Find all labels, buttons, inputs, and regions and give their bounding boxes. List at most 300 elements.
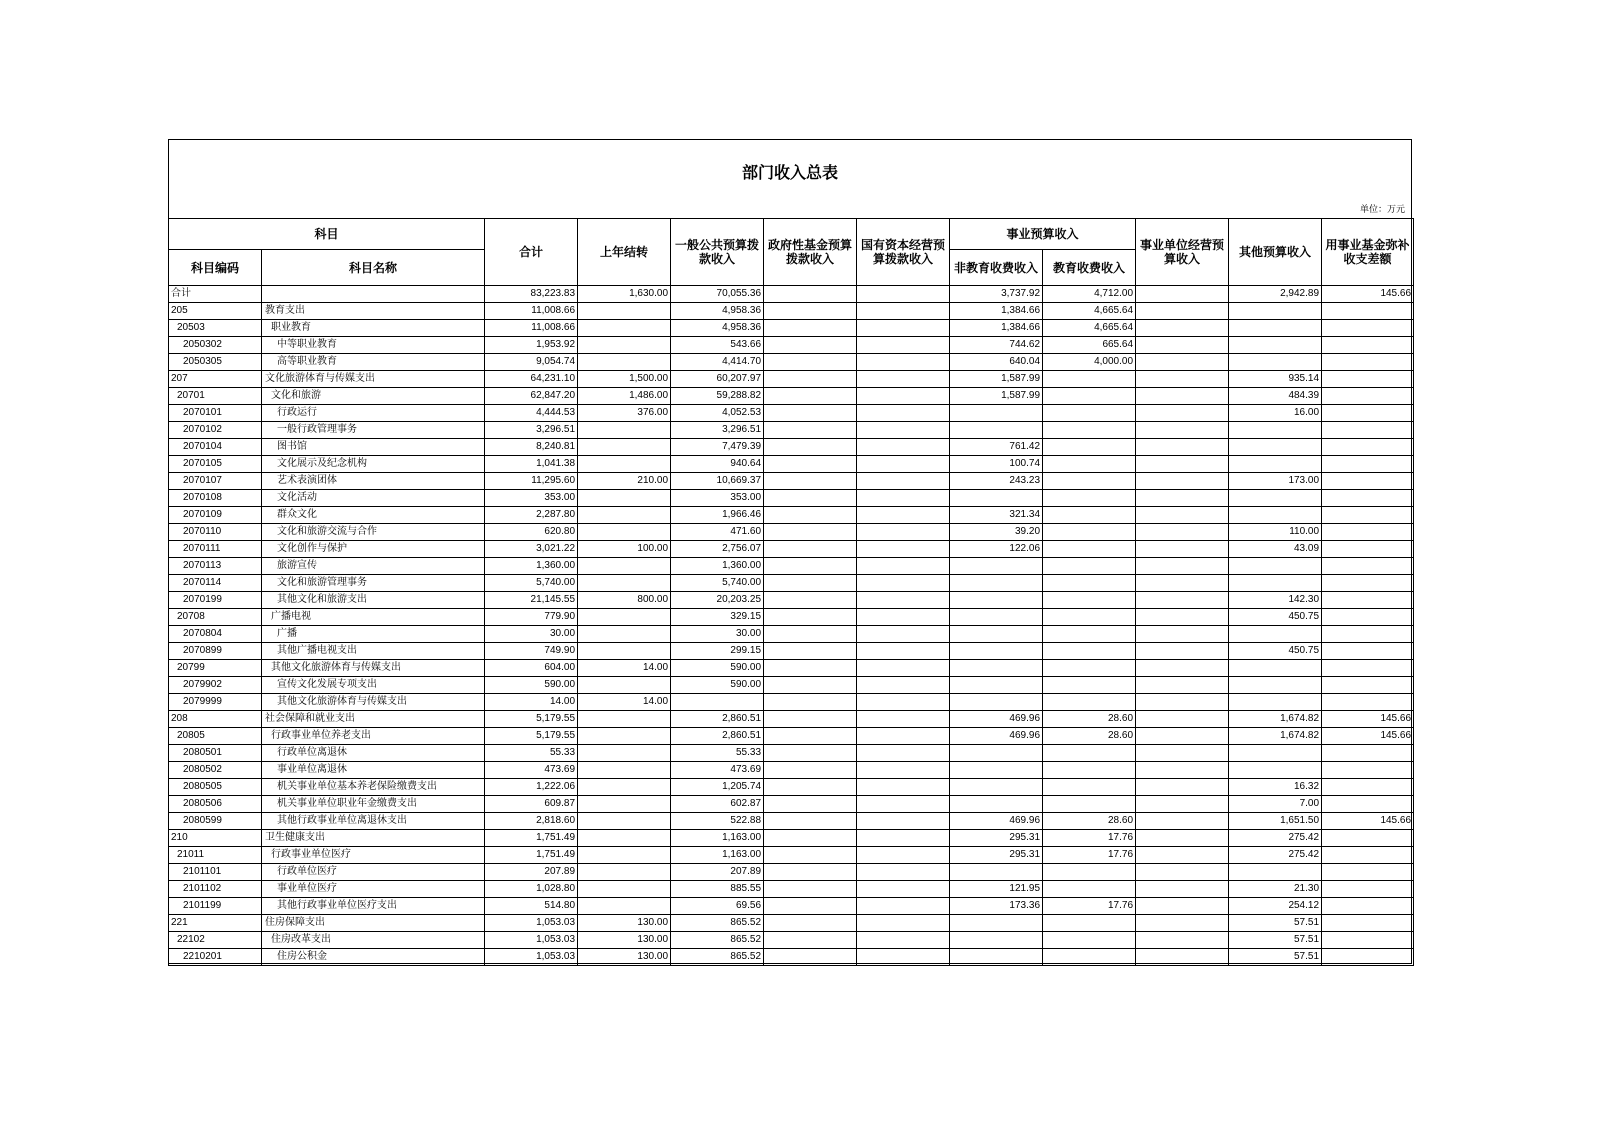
cell-value [1322,779,1414,796]
cell-value: 28.60 [1043,728,1136,745]
cell-value [1322,745,1414,762]
cell-name: 文化和旅游管理事务 [262,575,485,592]
cell-name: 住房公积金 [262,949,485,966]
cell-value: 275.42 [1229,830,1322,847]
cell-value [578,745,671,762]
cell-code: 2050305 [169,354,262,371]
cell-code: 2080502 [169,762,262,779]
cell-value [1229,762,1322,779]
cell-name: 卫生健康支出 [262,830,485,847]
cell-value [764,881,857,898]
cell-code: 2070104 [169,439,262,456]
cell-value [1043,490,1136,507]
cell-value [1322,932,1414,949]
cell-value: 1,222.06 [485,779,578,796]
cell-value: 1,966.46 [671,507,764,524]
cell-value [1043,558,1136,575]
cell-value [1136,694,1229,711]
cell-value [1136,830,1229,847]
cell-value: 110.00 [1229,524,1322,541]
cell-code: 2079999 [169,694,262,711]
cell-value [764,660,857,677]
cell-value: 5,740.00 [671,575,764,592]
cell-code: 207 [169,371,262,388]
cell-value: 173.00 [1229,473,1322,490]
cell-value: 17.76 [1043,847,1136,864]
cell-value [1136,626,1229,643]
table-row [169,303,1414,320]
cell-value: 20,203.25 [671,592,764,609]
cell-value: 543.66 [671,337,764,354]
cell-code: 20799 [169,660,262,677]
cell-value [1043,592,1136,609]
cell-code: 2070101 [169,405,262,422]
cell-value: 2,860.51 [671,728,764,745]
cell-value [1136,762,1229,779]
unit-label: 单位：万元 [1359,205,1405,215]
cell-value [764,813,857,830]
cell-value [1322,337,1414,354]
cell-name: 事业单位离退休 [262,762,485,779]
cell-value [764,745,857,762]
header-gov-fund: 政府性基金预算拨款收入 [764,219,857,286]
cell-value [857,439,950,456]
cell-value [1322,762,1414,779]
cell-value [1322,830,1414,847]
cell-value [857,864,950,881]
cell-value [764,286,857,303]
cell-value [857,422,950,439]
cell-value [857,881,950,898]
cell-value [578,558,671,575]
cell-value [1043,762,1136,779]
cell-value [1043,439,1136,456]
cell-value: 1,674.82 [1229,728,1322,745]
cell-value: 173.36 [950,898,1043,915]
cell-value: 2,818.60 [485,813,578,830]
cell-value: 620.80 [485,524,578,541]
cell-value [1322,541,1414,558]
cell-value [1136,847,1229,864]
cell-value [578,609,671,626]
cell-value [1322,388,1414,405]
cell-value [1229,745,1322,762]
cell-value [1043,915,1136,932]
cell-value: 935.14 [1229,371,1322,388]
cell-value [950,660,1043,677]
cell-value: 55.33 [485,745,578,762]
cell-value [578,881,671,898]
cell-value [1229,864,1322,881]
cell-value [857,847,950,864]
cell-value: 885.55 [671,881,764,898]
cell-value [1136,558,1229,575]
cell-value [1136,643,1229,660]
cell-value [1322,881,1414,898]
cell-value: 4,444.53 [485,405,578,422]
cell-value [1043,864,1136,881]
cell-value [764,677,857,694]
cell-value [764,422,857,439]
cell-value [1136,813,1229,830]
header-general-budget: 一般公共预算拨款收入 [671,219,764,286]
cell-value [857,728,950,745]
cell-code: 21011 [169,847,262,864]
table-row [169,643,1414,660]
cell-code: 2080501 [169,745,262,762]
cell-value: 1,053.03 [485,915,578,932]
cell-value: 469.96 [950,711,1043,728]
cell-value [1136,592,1229,609]
cell-value [578,762,671,779]
cell-value [1043,575,1136,592]
cell-value [1136,388,1229,405]
cell-value: 1,053.03 [485,932,578,949]
cell-code: 221 [169,915,262,932]
cell-value [1136,779,1229,796]
cell-value [764,541,857,558]
cell-value: 69.56 [671,898,764,915]
cell-value [1322,796,1414,813]
cell-value [857,609,950,626]
cell-name: 文化和旅游交流与合作 [262,524,485,541]
cell-value [1136,932,1229,949]
cell-value: 11,008.66 [485,303,578,320]
cell-value: 10,669.37 [671,473,764,490]
cell-value: 57.51 [1229,915,1322,932]
cell-value [857,371,950,388]
cell-value: 21.30 [1229,881,1322,898]
cell-name: 文化活动 [262,490,485,507]
table-row [169,796,1414,813]
cell-value [578,796,671,813]
cell-value [950,762,1043,779]
cell-value: 7.00 [1229,796,1322,813]
cell-value: 145.66 [1322,711,1414,728]
cell-value: 865.52 [671,915,764,932]
cell-value [857,592,950,609]
table-row [169,371,1414,388]
cell-value: 28.60 [1043,813,1136,830]
cell-value [764,728,857,745]
cell-value [1322,694,1414,711]
cell-value: 100.74 [950,456,1043,473]
table-row [169,337,1414,354]
cell-value [857,354,950,371]
cell-value [1322,490,1414,507]
cell-value [1229,660,1322,677]
cell-value [1136,473,1229,490]
cell-value [578,626,671,643]
cell-value [1043,473,1136,490]
cell-value: 4,665.64 [1043,303,1136,320]
cell-value: 4,958.36 [671,320,764,337]
cell-value: 471.60 [671,524,764,541]
table-row [169,439,1414,456]
cell-value [1043,932,1136,949]
cell-code: 2079902 [169,677,262,694]
cell-value: 3,296.51 [485,422,578,439]
cell-name: 住房改革支出 [262,932,485,949]
cell-value [1322,592,1414,609]
table-row [169,541,1414,558]
cell-name: 行政事业单位养老支出 [262,728,485,745]
cell-code: 2070111 [169,541,262,558]
cell-value [578,524,671,541]
cell-value: 1,384.66 [950,303,1043,320]
cell-value [950,745,1043,762]
cell-value [1322,575,1414,592]
cell-value [578,643,671,660]
cell-value [1322,558,1414,575]
table-row [169,864,1414,881]
cell-name [262,286,485,303]
cell-value [1136,490,1229,507]
cell-code: 2070110 [169,524,262,541]
cell-value: 609.87 [485,796,578,813]
cell-value [857,660,950,677]
cell-value [1322,303,1414,320]
cell-value [1229,558,1322,575]
cell-value [1043,949,1136,966]
cell-value [578,354,671,371]
cell-name: 事业单位医疗 [262,881,485,898]
cell-value [1229,422,1322,439]
cell-value [950,932,1043,949]
cell-name: 行政运行 [262,405,485,422]
cell-name: 行政事业单位医疗 [262,847,485,864]
cell-value: 30.00 [671,626,764,643]
cell-value [857,898,950,915]
cell-value: 57.51 [1229,932,1322,949]
cell-value: 130.00 [578,932,671,949]
cell-value [764,439,857,456]
cell-value [578,779,671,796]
table-row [169,813,1414,830]
cell-value [764,915,857,932]
cell-value: 1,651.50 [1229,813,1322,830]
cell-value: 744.62 [950,337,1043,354]
cell-value [1043,405,1136,422]
cell-value [857,830,950,847]
cell-value [857,490,950,507]
cell-value [578,456,671,473]
cell-value: 295.31 [950,830,1043,847]
cell-code: 208 [169,711,262,728]
cell-code: 2070114 [169,575,262,592]
cell-value: 243.23 [950,473,1043,490]
cell-value [1136,337,1229,354]
cell-value [1229,320,1322,337]
cell-value [857,643,950,660]
cell-value: 207.89 [671,864,764,881]
cell-value [764,711,857,728]
cell-code: 205 [169,303,262,320]
cell-code: 2070105 [169,456,262,473]
cell-value: 59,288.82 [671,388,764,405]
cell-value [764,507,857,524]
cell-code: 210 [169,830,262,847]
cell-value: 5,740.00 [485,575,578,592]
cell-name: 其他文化和旅游支出 [262,592,485,609]
cell-value: 145.66 [1322,813,1414,830]
cell-value [950,575,1043,592]
table-row [169,558,1414,575]
cell-value: 604.00 [485,660,578,677]
cell-value [857,507,950,524]
cell-value [857,337,950,354]
cell-value [578,439,671,456]
cell-value [1136,864,1229,881]
header-subject: 科目 [169,219,485,250]
cell-value [1136,439,1229,456]
cell-value [764,864,857,881]
cell-value: 7,479.39 [671,439,764,456]
cell-value: 28.60 [1043,711,1136,728]
cell-code: 2080506 [169,796,262,813]
cell-value: 145.66 [1322,728,1414,745]
cell-value [1322,371,1414,388]
table-row [169,915,1414,932]
cell-value [1322,626,1414,643]
table-row [169,728,1414,745]
cell-value: 800.00 [578,592,671,609]
cell-value [857,677,950,694]
cell-value [1322,915,1414,932]
cell-value [1043,881,1136,898]
cell-value: 640.04 [950,354,1043,371]
cell-value [1322,847,1414,864]
cell-value: 83,223.83 [485,286,578,303]
cell-value [578,303,671,320]
cell-name: 其他文化旅游体育与传媒支出 [262,660,485,677]
cell-value: 1,384.66 [950,320,1043,337]
cell-value [578,813,671,830]
cell-name: 一般行政管理事务 [262,422,485,439]
cell-value [578,711,671,728]
cell-value: 3,737.92 [950,286,1043,303]
table-row [169,677,1414,694]
cell-value: 16.32 [1229,779,1322,796]
cell-value: 865.52 [671,932,764,949]
cell-value [950,592,1043,609]
cell-value: 590.00 [671,677,764,694]
cell-value [1043,643,1136,660]
cell-value [1229,337,1322,354]
cell-value: 865.52 [671,949,764,966]
cell-value [857,524,950,541]
cell-value [1229,507,1322,524]
cell-value [578,490,671,507]
cell-value [578,677,671,694]
cell-value: 295.31 [950,847,1043,864]
cell-name: 职业教育 [262,320,485,337]
cell-code: 2070804 [169,626,262,643]
cell-value: 8,240.81 [485,439,578,456]
cell-value: 469.96 [950,728,1043,745]
cell-name: 其他文化旅游体育与传媒支出 [262,694,485,711]
cell-value [1322,354,1414,371]
cell-value [950,796,1043,813]
cell-value [764,456,857,473]
cell-value [1229,575,1322,592]
cell-value: 60,207.97 [671,371,764,388]
cell-value: 1,500.00 [578,371,671,388]
cell-value [764,337,857,354]
cell-value [764,371,857,388]
cell-value [950,949,1043,966]
cell-name: 住房保障支出 [262,915,485,932]
cell-value [857,796,950,813]
cell-value: 1,053.03 [485,949,578,966]
table-row [169,694,1414,711]
cell-value [764,932,857,949]
cell-name: 其他行政事业单位离退休支出 [262,813,485,830]
cell-value [1136,728,1229,745]
cell-value [764,847,857,864]
table-row [169,507,1414,524]
table-row [169,745,1414,762]
cell-value: 1,751.49 [485,847,578,864]
cell-code: 2080599 [169,813,262,830]
cell-value [578,575,671,592]
cell-value [1043,745,1136,762]
cell-name: 图书馆 [262,439,485,456]
cell-value: 473.69 [671,762,764,779]
table-header [169,219,1414,286]
cell-value [578,422,671,439]
cell-value [1043,626,1136,643]
cell-value: 39.20 [950,524,1043,541]
cell-code: 20503 [169,320,262,337]
cell-value [1043,507,1136,524]
table-row [169,524,1414,541]
cell-value [857,949,950,966]
table-row [169,762,1414,779]
table-row [169,575,1414,592]
cell-value: 329.15 [671,609,764,626]
cell-code: 2070109 [169,507,262,524]
cell-name: 中等职业教育 [262,337,485,354]
cell-value: 1,028.80 [485,881,578,898]
cell-value: 70,055.36 [671,286,764,303]
cell-name: 文化展示及纪念机构 [262,456,485,473]
cell-value: 2,756.07 [671,541,764,558]
table-row [169,949,1414,966]
cell-name: 机关事业单位基本养老保险缴费支出 [262,779,485,796]
income-summary-sheet [168,139,1412,964]
cell-code: 2070102 [169,422,262,439]
cell-value [857,694,950,711]
cell-value: 353.00 [671,490,764,507]
cell-value [1043,609,1136,626]
cell-value [1043,524,1136,541]
cell-value [578,337,671,354]
cell-value [764,949,857,966]
cell-value [857,813,950,830]
cell-code: 2210201 [169,949,262,966]
cell-value: 11,295.60 [485,473,578,490]
header-code: 科目编码 [169,250,262,286]
cell-value: 210.00 [578,473,671,490]
cell-value: 1,205.74 [671,779,764,796]
cell-value [764,779,857,796]
cell-value [1043,796,1136,813]
cell-value: 207.89 [485,864,578,881]
cell-code: 合计 [169,286,262,303]
cell-value [764,473,857,490]
cell-value: 2,942.89 [1229,286,1322,303]
